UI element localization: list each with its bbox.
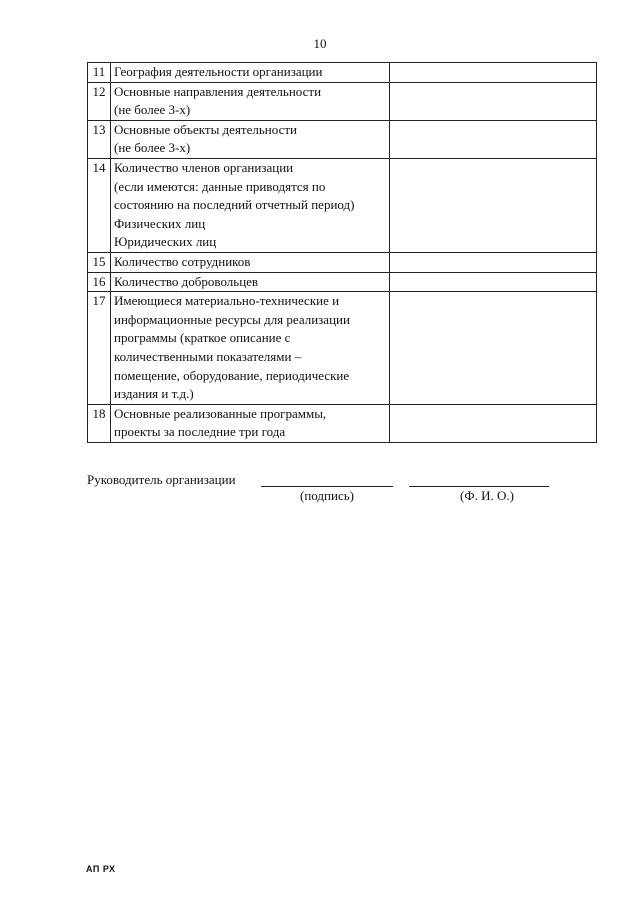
table-row (88, 252, 597, 272)
row-value-field[interactable] (390, 120, 597, 158)
signature-hint: (подпись) (300, 488, 354, 503)
form-table-body (88, 63, 597, 443)
row-label-line: Количество сотрудников (114, 253, 251, 269)
row-label-line: информационные ресурсы для реализации (114, 311, 350, 327)
form-table (87, 62, 597, 443)
signature-caption: Руководитель организации (87, 472, 236, 487)
row-label-line: Основные реализованные программы, (114, 405, 327, 421)
row-number: 13 (88, 120, 111, 158)
row-label (111, 272, 390, 292)
table-row (88, 63, 597, 83)
row-label-line: (не более 3-х) (114, 140, 191, 156)
row-label (111, 404, 390, 442)
row-value-field[interactable] (390, 272, 597, 292)
row-label-line: (не более 3-х) (114, 102, 191, 118)
row-label-line: Основные объекты деятельности (114, 121, 297, 137)
row-label (111, 252, 390, 272)
row-label-line: проекты за последние три года (114, 424, 286, 440)
signature-line (261, 486, 393, 487)
row-label-line: количественными показателями – (114, 348, 302, 364)
full-name-line (409, 486, 549, 487)
row-label (111, 82, 390, 120)
row-value-field[interactable] (390, 292, 597, 405)
row-value-field[interactable] (390, 404, 597, 442)
row-label-line: Основные направления деятельности (114, 83, 322, 99)
row-label-line: Имеющиеся материально-технические и (114, 293, 340, 309)
table-row (88, 292, 597, 405)
row-number: 17 (88, 292, 111, 405)
row-label (111, 292, 390, 405)
page-number: 10 (313, 36, 327, 51)
row-label (111, 158, 390, 252)
table-row (88, 158, 597, 252)
row-label-line: Физических лиц (114, 215, 206, 231)
row-number: 11 (88, 63, 111, 83)
row-number: 12 (88, 82, 111, 120)
row-number: 18 (88, 404, 111, 442)
row-label-line: издания и т.д.) (114, 386, 194, 402)
row-label-line: состоянию на последний отчетный период) (114, 197, 355, 213)
row-label-line: География деятельности организации (114, 64, 323, 79)
row-label (111, 63, 390, 83)
table-row (88, 404, 597, 442)
row-number: 15 (88, 252, 111, 272)
row-value-field[interactable] (390, 158, 597, 252)
row-number: 16 (88, 272, 111, 292)
row-label (111, 120, 390, 158)
row-label-line: Юридических лиц (114, 234, 217, 250)
row-value-field[interactable] (390, 252, 597, 272)
full-name-hint: (Ф. И. О.) (460, 488, 514, 503)
table-row (88, 272, 597, 292)
row-label-line: помещение, оборудование, периодические (114, 367, 350, 383)
row-label-line: Количество членов организации (114, 159, 294, 175)
row-label-line: Количество добровольцев (114, 273, 259, 289)
footer-code: АП РХ (86, 864, 116, 874)
row-label-line: (если имеются: данные приводятся по (114, 178, 326, 194)
row-label-line: программы (краткое описание с (114, 330, 291, 346)
row-value-field[interactable] (390, 82, 597, 120)
table-row (88, 82, 597, 120)
table-row (88, 120, 597, 158)
row-value-field[interactable] (390, 63, 597, 83)
row-number: 14 (88, 158, 111, 252)
